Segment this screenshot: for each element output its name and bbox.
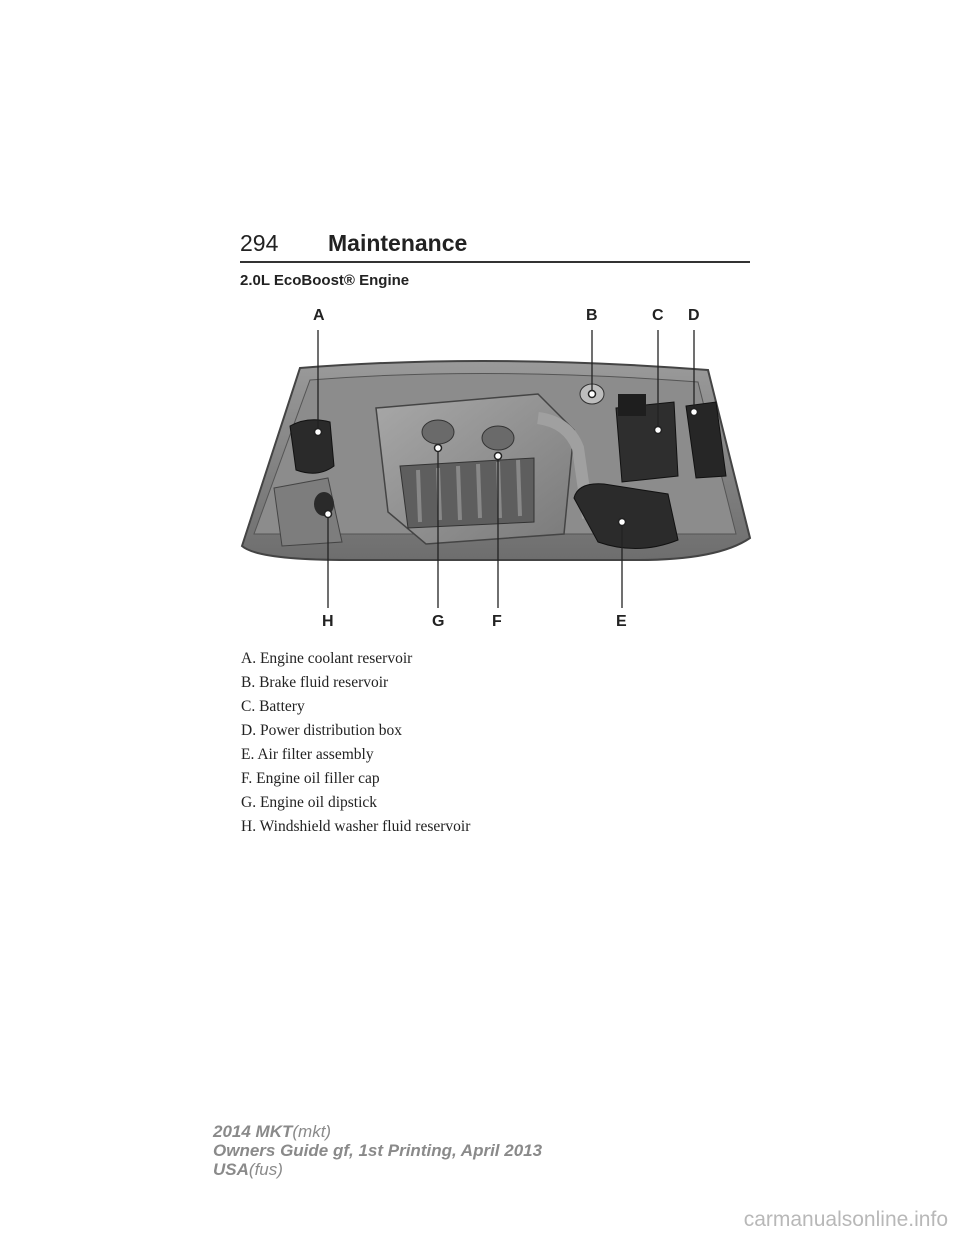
header-rule	[240, 261, 750, 263]
callout-label-b: B	[586, 307, 598, 324]
callout-dot-a	[315, 429, 322, 436]
callout-dot-g	[435, 445, 442, 452]
watermark: carmanualsonline.info	[743, 1208, 948, 1231]
legend-item: H. Windshield washer fluid reservoir	[241, 818, 471, 835]
callout-dot-d	[691, 409, 698, 416]
filler-cap-boss	[482, 426, 514, 450]
footer-market: USA	[213, 1160, 249, 1179]
page-header	[240, 230, 750, 262]
footer-line-market	[213, 1160, 542, 1179]
legend-item: F. Engine oil filler cap	[241, 770, 380, 787]
callout-label-c: C	[652, 307, 664, 324]
callout-dot-f	[495, 453, 502, 460]
callout-dot-b	[589, 391, 596, 398]
engine-illustration	[238, 298, 754, 638]
footer-market-code: (fus)	[248, 1160, 283, 1179]
legend-item: A. Engine coolant reservoir	[241, 650, 413, 667]
engine-compartment-figure	[238, 298, 754, 638]
callout-label-g: G	[432, 613, 445, 630]
figure-subtitle: 2.0L EcoBoost® Engine	[240, 272, 410, 289]
legend-item: D. Power distribution box	[241, 722, 403, 739]
section-title: Maintenance	[328, 230, 468, 256]
callout-dot-e	[619, 519, 626, 526]
dipstick-boss	[422, 420, 454, 444]
callout-dot-c	[655, 427, 662, 434]
legend-item: G. Engine oil dipstick	[241, 794, 378, 811]
footer-model: 2014 MKT	[213, 1122, 293, 1141]
document-footer	[213, 1122, 542, 1179]
callout-label-h: H	[322, 613, 334, 630]
callout-label-d: D	[688, 307, 700, 324]
footer-line-printing: Owners Guide gf, 1st Printing, April 2013	[213, 1141, 543, 1160]
legend-item: E. Air filter assembly	[241, 746, 374, 763]
legend-item: B. Brake fluid reservoir	[241, 674, 389, 691]
callout-label-a: A	[313, 307, 325, 324]
page-number: 294	[240, 230, 279, 256]
legend-item: C. Battery	[241, 698, 305, 715]
callout-label-e: E	[616, 613, 627, 630]
coolant-reservoir	[290, 420, 334, 473]
callout-label-f: F	[492, 613, 502, 630]
component-legend	[241, 648, 470, 840]
footer-model-code: (mkt)	[292, 1122, 332, 1141]
battery-bracket	[618, 394, 646, 416]
footer-line-model	[213, 1122, 542, 1141]
callout-dot-h	[325, 511, 332, 518]
